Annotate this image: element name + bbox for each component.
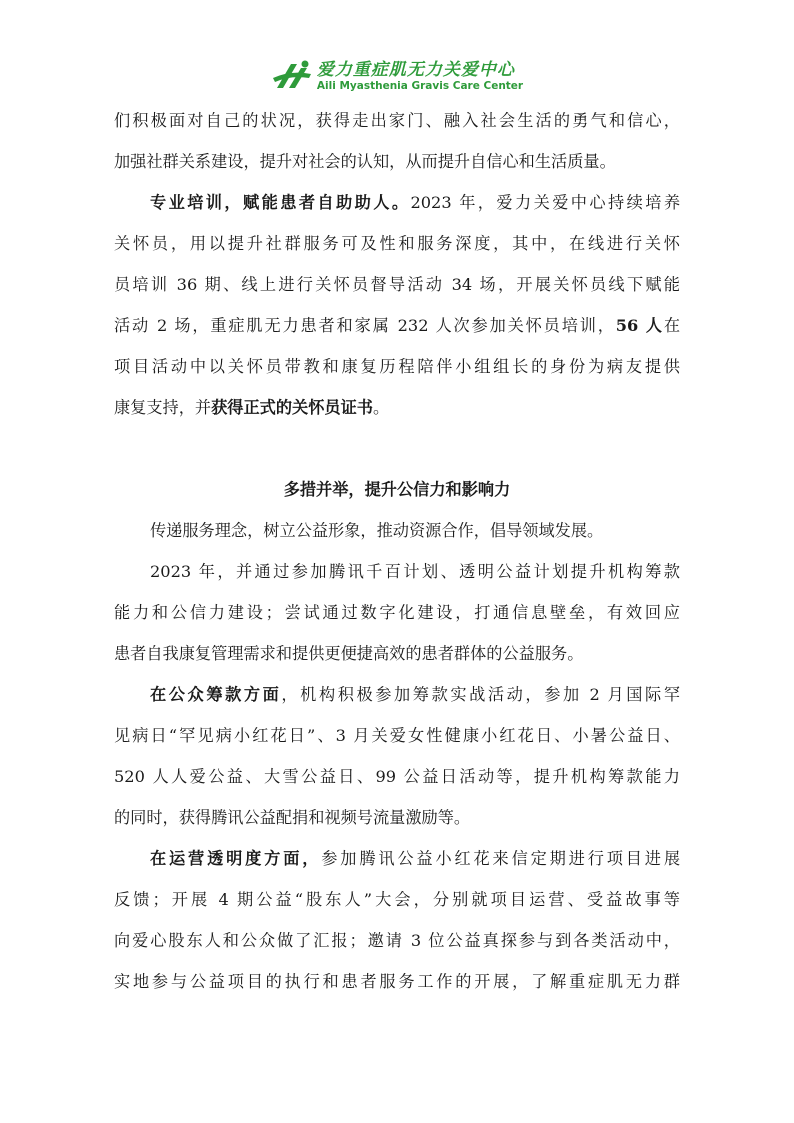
paragraph-line: 传递服务理念，树立公益形象，推动资源合作，倡导领域发展。 bbox=[150, 521, 604, 540]
text-run: 2023 年，爱力关爱中心持续培养 bbox=[410, 193, 681, 212]
section-heading: 多措并举，提升公信力和影响力 bbox=[283, 480, 511, 499]
text-run: 在 bbox=[663, 316, 680, 335]
page-header bbox=[0, 58, 794, 96]
text-run: 活动 2 场，重症肌无力患者和家属 232 人次参加关怀员培训， bbox=[114, 316, 616, 335]
aili-logo-icon bbox=[271, 58, 313, 96]
paragraph-line: 们积极面对自己的状况，获得走出家门、融入社会生活的勇气和信心， bbox=[114, 111, 680, 130]
paragraph-line: 2023 年，并通过参加腾讯千百计划、透明公益计划提升机构筹款 bbox=[150, 562, 680, 581]
paragraph-line: 员培训 36 期、线上进行关怀员督导活动 34 场，开展关怀员线下赋能 bbox=[114, 275, 680, 294]
paragraph-line: 向爱心股东人和公众做了汇报；邀请 3 位公益真探参与到各类活动中， bbox=[114, 931, 680, 950]
paragraph-line bbox=[114, 305, 680, 346]
paragraph-line bbox=[114, 387, 680, 428]
logo-chinese-name: 爱力重症肌无力关爱中心 bbox=[316, 60, 515, 80]
text-run: 康复支持，并 bbox=[114, 398, 212, 417]
spacer bbox=[114, 428, 680, 469]
bold-lead: 在运营透明度方面， bbox=[150, 849, 322, 868]
org-logo bbox=[271, 58, 523, 96]
text-run: ，机构积极参加筹款实战活动，参加 2 月国际罕 bbox=[281, 685, 681, 704]
paragraph-line: 实地参与公益项目的执行和患者服务工作的开展，了解重症肌无力群 bbox=[114, 972, 680, 991]
paragraph-line bbox=[114, 674, 680, 715]
logo-english-name: Aili Myasthenia Gravis Care Center bbox=[316, 80, 524, 92]
paragraph-line: 520 人人爱公益、大雪公益日、99 公益日活动等，提升机构筹款能力 bbox=[114, 767, 680, 786]
paragraph-line: 的同时，获得腾讯公益配捐和视频号流量激励等。 bbox=[114, 808, 471, 827]
paragraph-line: 见病日“罕见病小红花日”、3 月关爱女性健康小红花日、小暑公益日、 bbox=[114, 726, 680, 745]
paragraph-line bbox=[114, 182, 680, 223]
bold-run: 56 人 bbox=[615, 316, 664, 335]
paragraph-line: 关怀员，用以提升社群服务可及性和服务深度，其中，在线进行关怀 bbox=[114, 234, 680, 253]
paragraph-line: 反馈；开展 4 期公益“股东人”大会，分别就项目运营、受益故事等 bbox=[114, 890, 680, 909]
text-run: 。 bbox=[373, 398, 390, 417]
document-body bbox=[114, 100, 680, 1002]
paragraph-line: 患者自我康复管理需求和提供更便捷高效的患者群体的公益服务。 bbox=[114, 644, 584, 663]
paragraph-line: 能力和公信力建设；尝试通过数字化建设，打通信息壁垒，有效回应 bbox=[114, 603, 680, 622]
bold-lead: 专业培训，赋能患者自助助人。 bbox=[150, 193, 411, 212]
paragraph-line bbox=[114, 838, 680, 879]
text-run: 参加腾讯公益小红花来信定期进行项目进展 bbox=[321, 849, 681, 868]
paragraph-line: 项目活动中以关怀员带教和康复历程陪伴小组组长的身份为病友提供 bbox=[114, 357, 680, 376]
paragraph-line: 加强社群关系建设，提升对社会的认知，从而提升自信心和生活质量。 bbox=[114, 152, 616, 171]
bold-lead: 在公众筹款方面 bbox=[150, 685, 282, 704]
bold-run: 获得正式的关怀员证书 bbox=[211, 398, 373, 417]
